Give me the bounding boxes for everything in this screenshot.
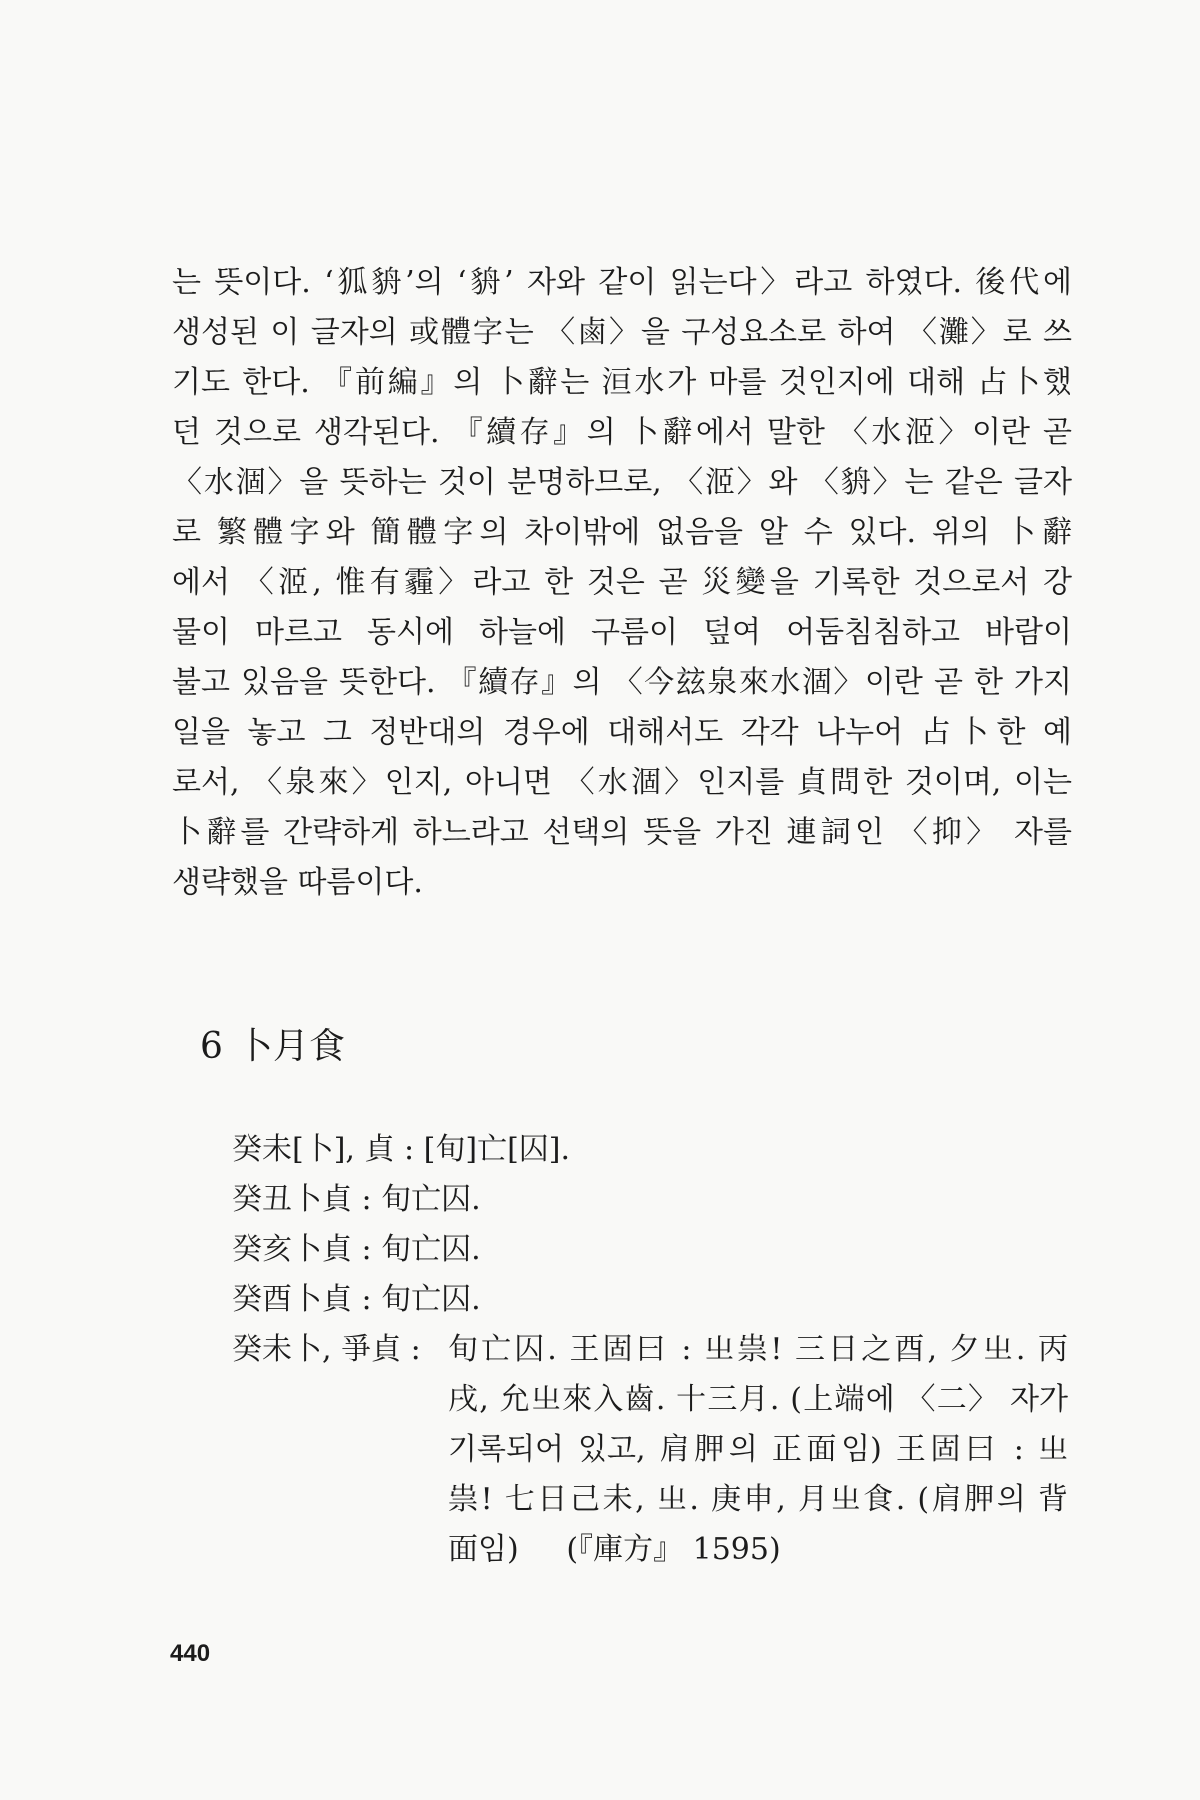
inscription-continuation: 기록되어 있고, 肩胛의 正面임) 王固曰 : 㞢 [448, 1432, 1068, 1467]
inscription-continuation: 旬亡囚. 王固曰 : 㞢祟! 三日之酉, 夕㞢. 丙 [448, 1332, 1068, 1367]
body-line: 卜辭를 간략하게 하느라고 선택의 뜻을 가진 連詞인 〈抑〉 자를 [172, 815, 1072, 850]
body-line: 로 繁體字와 簡體字의 차이밖에 없음을 알 수 있다. 위의 卜辭 [172, 515, 1072, 550]
page-number: 440 [170, 1640, 211, 1667]
inscription-lead: 癸未卜, 爭貞 : [232, 1332, 421, 1367]
section-heading [200, 1023, 345, 1071]
body-line: 생략했을 따름이다. [172, 865, 423, 900]
inscription-line: 癸酉卜貞 : 旬亡囚. [232, 1282, 481, 1317]
inscription-continuation: 祟! 七日己未, 㞢. 庚申, 月㞢食. (肩胛의 背 [448, 1482, 1068, 1517]
body-line: 불고 있음을 뜻한다. 『續存』의 〈今玆泉來水涸〉이란 곧 한 가지 [172, 665, 1072, 700]
inscription-line: 癸亥卜貞 : 旬亡囚. [232, 1232, 481, 1267]
body-line: 로서, 〈泉來〉인지, 아니면 〈水涸〉인지를 貞問한 것이며, 이는 [172, 765, 1072, 800]
body-line: 물이 마르고 동시에 하늘에 구름이 덮여 어둠침침하고 바람이 [172, 615, 1072, 650]
inscription-line: 癸丑卜貞 : 旬亡囚. [232, 1182, 481, 1217]
body-line: 일을 놓고 그 정반대의 경우에 대해서도 각각 나누어 占卜한 예 [172, 715, 1072, 750]
inscription-continuation: 戌, 允㞢來入齒. 十三月. (上端에 〈二〉 자가 [448, 1382, 1068, 1417]
body-line: 〈水涸〉을 뜻하는 것이 분명하므로, 〈洍〉와 〈貈〉는 같은 글자 [172, 465, 1072, 500]
body-line: 던 것으로 생각된다. 『續存』의 卜辭에서 말한 〈水洍〉이란 곧 [172, 415, 1072, 450]
inscription-line: 癸未[卜], 貞 : [旬]亡[囚]. [232, 1132, 571, 1167]
body-line: 는 뜻이다. ‘狐貈’의 ‘貈’ 자와 같이 읽는다〉라고 하였다. 後代에 [172, 265, 1072, 300]
inscription-continuation: 面임) (『庫方』 1595) [448, 1532, 781, 1567]
body-line: 생성된 이 글자의 或體字는 〈鹵〉을 구성요소로 하여 〈灘〉로 쓰 [172, 315, 1072, 350]
section-title: 卜月食 [236, 1026, 345, 1067]
body-line: 에서 〈洍, 惟有霾〉라고 한 것은 곧 災變을 기록한 것으로서 강 [172, 565, 1072, 600]
body-line: 기도 한다. 『前編』의 卜辭는 洹水가 마를 것인지에 대해 占卜했 [172, 365, 1072, 400]
section-number: 6 [200, 1026, 223, 1067]
